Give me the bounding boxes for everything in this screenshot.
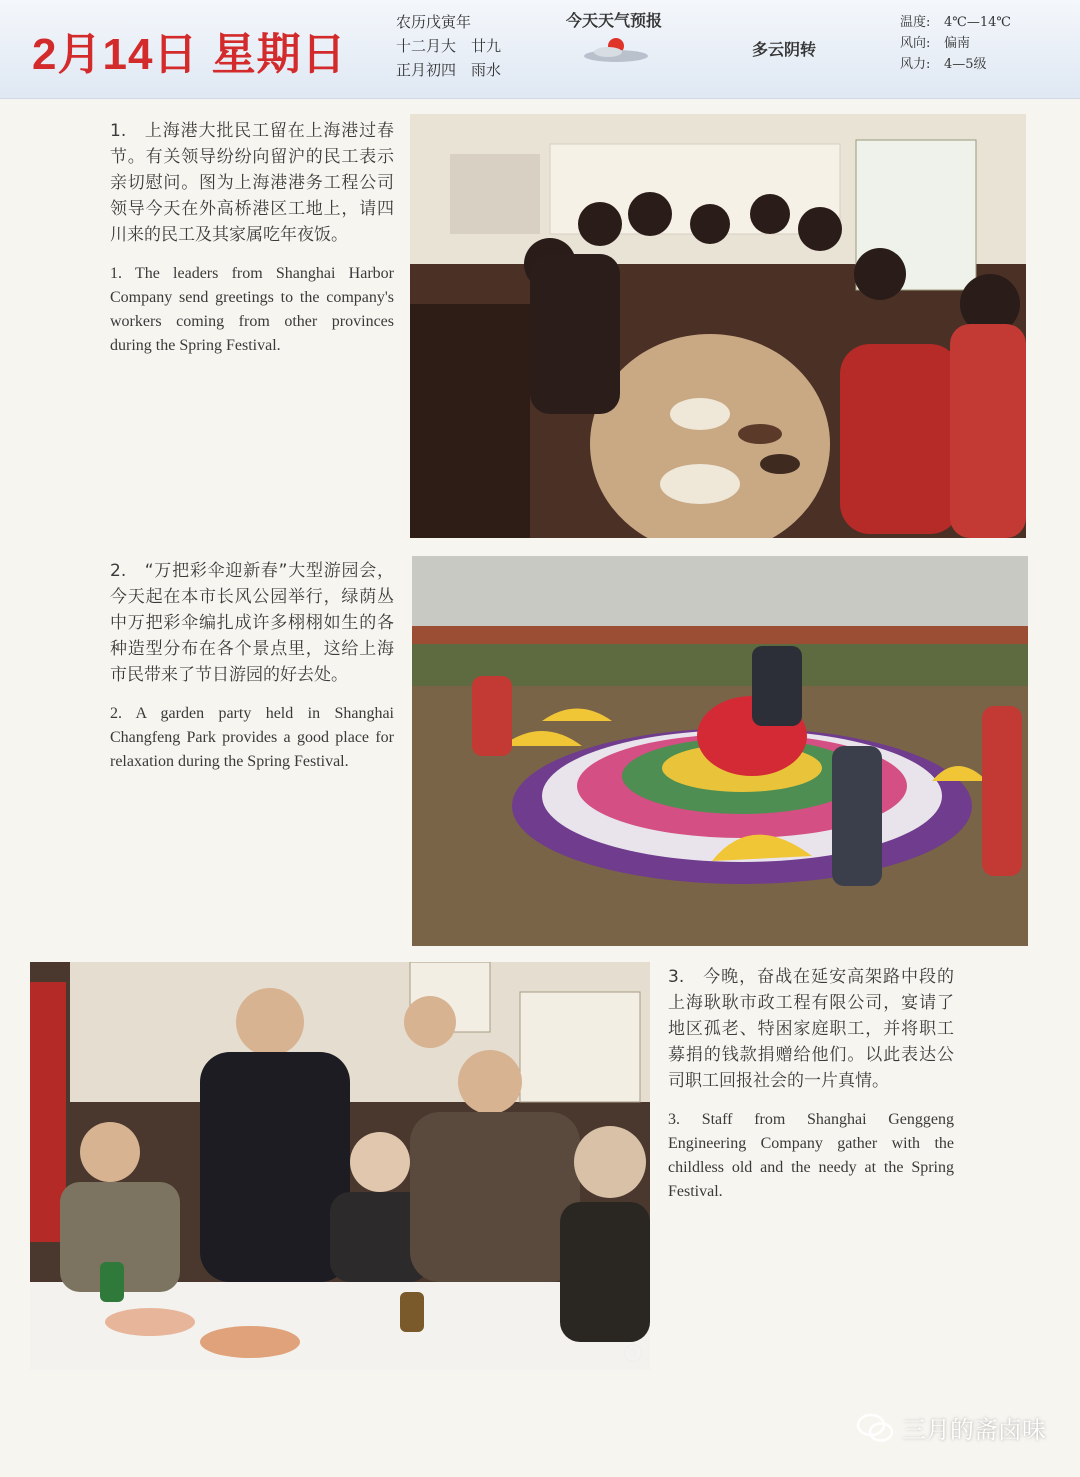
caption-2 [110, 558, 394, 774]
weather-key: 风力: [900, 57, 931, 72]
weather-row-wind-force [900, 54, 1011, 75]
weather-details [900, 12, 1011, 75]
photo-number-badge: 3 [624, 1344, 642, 1362]
weather-value: 4—5级 [944, 57, 987, 72]
watermark-text: 三月的斋卤味 [902, 1416, 1046, 1444]
weather-row-wind-direction [900, 33, 1011, 54]
wechat-icon [856, 1413, 894, 1443]
caption-2-english: 2. A garden party held in Shanghai Changfeng Park provides a good place for relaxation during the Spring Festival. [110, 705, 394, 770]
weather-description: 多云阴转 [752, 40, 817, 59]
photo-elderly-banquet-illustration [30, 962, 650, 1370]
weather-forecast-title: 今天天气预报 [566, 11, 663, 30]
photo-umbrella-garden [412, 556, 1028, 946]
caption-2-chinese: 2. “万把彩伞迎新春”大型游园会，今天起在本市长风公园举行，绿荫丛中万把彩伞编扎成许多栩栩如生的各种造型分布在各个景点里，这给上海市民带来了节日游园的好去处。 [110, 561, 394, 685]
caption-3-chinese: 3. 今晚，奋战在延安高架路中段的上海耿耿市政工程有限公司，宴请了地区孤老、特困家庭职工，并将职工募捐的钱款捐赠给他们。以此表达公司职工回报社会的一片真情。 [668, 967, 954, 1091]
weather-key: 风向: [900, 36, 931, 51]
watermark [856, 1410, 1046, 1445]
lunar-calendar [396, 10, 501, 82]
weather-value: 4℃—14℃ [944, 15, 1011, 30]
lunar-line: 农历戊寅年 [396, 13, 472, 31]
caption-1 [110, 118, 394, 358]
date-heading: 2月14日 星期日 [32, 30, 347, 79]
caption-1-chinese: 1. 上海港大批民工留在上海港过春节。有关领导纷纷向留沪的民工表示亲切慰问。图为上海港港务工程公司领导今天在外高桥港区工地上，请四川来的民工及其家属吃年夜饭。 [110, 121, 394, 245]
photo-workers-dinner [410, 114, 1026, 538]
photo-workers-dinner-illustration [410, 114, 1026, 538]
caption-3 [668, 964, 954, 1204]
lunar-line: 十二月大 廿九 [396, 37, 502, 55]
caption-1-english: 1. The leaders from Shanghai Harbor Company send greetings to the company's workers coming from other provinces during the Spring Festival. [110, 265, 394, 354]
caption-3-english: 3. Staff from Shanghai Genggeng Engineering Company gather with the childless old and the needy at the Spring Festival. [668, 1111, 954, 1200]
lunar-line: 正月初四 雨水 [396, 61, 502, 79]
photo-elderly-banquet [30, 962, 650, 1370]
photo-umbrella-garden-illustration [412, 556, 1028, 946]
weather-value: 偏南 [944, 36, 971, 51]
weather-row-temperature [900, 12, 1011, 33]
weather-key: 温度: [900, 15, 931, 30]
cloudy-sun-icon [580, 34, 650, 68]
page-header [0, 0, 1080, 99]
